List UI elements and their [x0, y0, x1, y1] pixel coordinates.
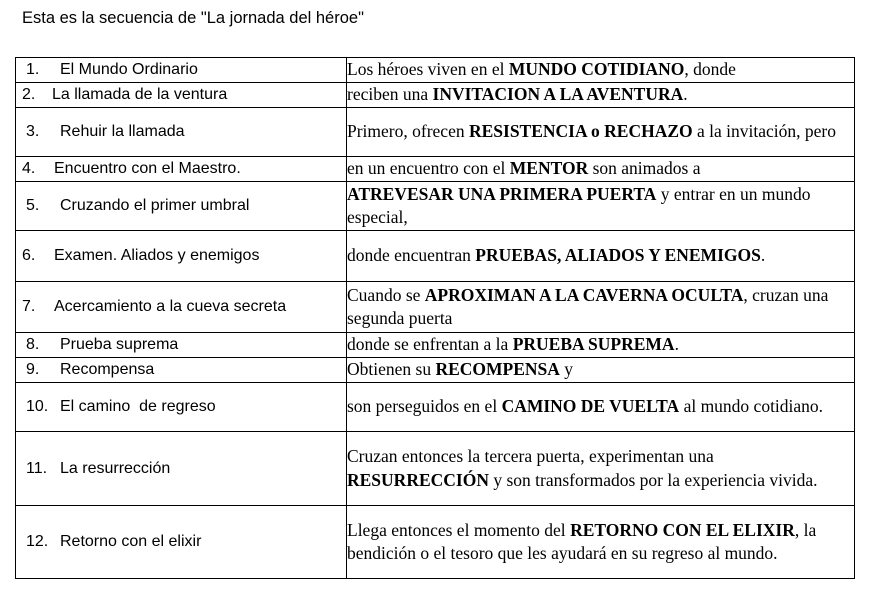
stage-name: Prueba suprema: [60, 336, 179, 353]
description-cell: [347, 231, 855, 282]
description-keyword: INVITACION A LA AVENTURA: [432, 84, 684, 105]
stage-number: 4.: [22, 160, 36, 177]
description-cell: [347, 182, 855, 231]
stage-cell: [16, 282, 347, 333]
stage-number: 1.: [26, 61, 40, 78]
description-cell: [347, 157, 855, 182]
description-keyword: CAMINO DE VUELTA: [501, 396, 680, 417]
description-text: Los héroes viven en el: [347, 59, 509, 80]
stage-name: Examen. Aliados y enemigos: [54, 247, 260, 264]
description-text: reciben una: [347, 84, 433, 105]
description-keyword: APROXIMAN A LA CAVERNA OCULTA: [424, 284, 744, 305]
table-row: [16, 58, 855, 83]
stage-cell: [16, 157, 347, 182]
description-text: donde encuentran: [347, 245, 476, 266]
description-text: a la invitación, pero: [692, 121, 836, 142]
description-text: y son transformados por la experiencia vivida.: [488, 469, 818, 490]
stage-number: 3.: [26, 123, 40, 140]
stage-cell: [16, 358, 347, 383]
table-row: [16, 333, 855, 358]
description-cell: [347, 383, 855, 432]
description-text: donde se enfrentan a la: [347, 334, 513, 355]
stage-number: 8.: [26, 336, 40, 353]
description-text: Primero, ofrecen: [347, 121, 469, 142]
description-keyword: PRUEBAS, ALIADOS Y ENEMIGOS: [475, 245, 761, 266]
description-cell: [347, 432, 855, 506]
table-row: [16, 157, 855, 182]
stage-cell: [16, 182, 347, 231]
description-text: Cruzan entonces la tercera puerta, experimentan una: [347, 446, 714, 466]
stage-number: 9.: [26, 361, 40, 378]
description-cell: [347, 506, 855, 579]
stage-name: Recompensa: [60, 361, 155, 378]
page-title: Esta es la secuencia de "La jornada del héroe": [22, 9, 364, 27]
description-text: son perseguidos en el: [347, 396, 502, 417]
description-text: son animados a: [588, 158, 701, 179]
description-text: .: [760, 245, 766, 266]
description-text: y entrar en un mundo especial,: [347, 183, 811, 227]
stage-number: 5.: [26, 197, 40, 214]
stage-cell: [16, 58, 347, 83]
description-keyword: RESURRECCIÓN: [347, 469, 489, 490]
table-body: [16, 58, 855, 579]
stage-number: 6.: [22, 247, 36, 264]
table-row: [16, 506, 855, 579]
description-cell: [347, 333, 855, 358]
description-text: y: [559, 359, 574, 380]
stage-cell: [16, 432, 347, 506]
stage-number: 12.: [26, 533, 49, 550]
stage-cell: [16, 383, 347, 432]
description-keyword: RECOMPENSA: [435, 359, 560, 380]
description-text: en un encuentro con el: [347, 158, 510, 179]
stage-cell: [16, 83, 347, 108]
stage-name: El camino de regreso: [60, 398, 216, 415]
stage-number: 10.: [26, 398, 49, 415]
table-row: [16, 83, 855, 108]
hero-journey-table: [15, 57, 855, 579]
description-keyword: ATREVESAR UNA PRIMERA PUERTA: [347, 183, 657, 204]
description-cell: [347, 83, 855, 108]
description-keyword: RETORNO CON EL ELIXIR: [570, 519, 795, 540]
description-text: , cruzan una segunda puerta: [347, 284, 829, 328]
description-cell: [347, 58, 855, 83]
description-text: .: [683, 84, 688, 105]
table-row: [16, 383, 855, 432]
description-keyword: RESISTENCIA o RECHAZO: [468, 121, 693, 142]
description-text: al mundo cotidiano.: [679, 396, 824, 417]
description-cell: [347, 282, 855, 333]
description-keyword: MUNDO COTIDIANO: [508, 59, 685, 80]
stage-number: 11.: [26, 459, 48, 477]
stage-cell: [16, 108, 347, 157]
stage-number: 2.: [22, 86, 36, 103]
description-keyword: PRUEBA SUPREMA: [512, 334, 675, 355]
stage-cell: [16, 506, 347, 579]
table-row: [16, 182, 855, 231]
table-row: [16, 432, 855, 506]
description-text: .: [674, 334, 679, 355]
description-cell: [347, 358, 855, 383]
table-row: [16, 358, 855, 383]
description-text: Obtienen su: [347, 359, 436, 380]
stage-name: Encuentro con el Maestro.: [54, 160, 241, 177]
stage-name: Cruzando el primer umbral: [60, 197, 250, 214]
stage-name: Retorno con el elixir: [60, 533, 202, 550]
stage-name: La resurrección: [60, 459, 171, 477]
stage-number: 7.: [22, 298, 36, 315]
description-text: Cuando se: [347, 284, 425, 305]
stage-name: La llamada de la ventura: [52, 86, 228, 103]
stage-cell: [16, 231, 347, 282]
stage-name: Rehuir la llamada: [60, 123, 185, 140]
description-text: , donde: [684, 59, 736, 80]
table-row: [16, 108, 855, 157]
stage-name: El Mundo Ordinario: [60, 61, 198, 78]
description-cell: [347, 108, 855, 157]
description-keyword: MENTOR: [509, 158, 589, 179]
stage-name: Acercamiento a la cueva secreta: [54, 298, 287, 315]
table-row: [16, 282, 855, 333]
description-text: Llega entonces el momento del: [347, 519, 571, 540]
table-row: [16, 231, 855, 282]
description-text: , la bendición o el tesoro que les ayudará en su regreso al mundo.: [347, 519, 817, 563]
stage-cell: [16, 333, 347, 358]
